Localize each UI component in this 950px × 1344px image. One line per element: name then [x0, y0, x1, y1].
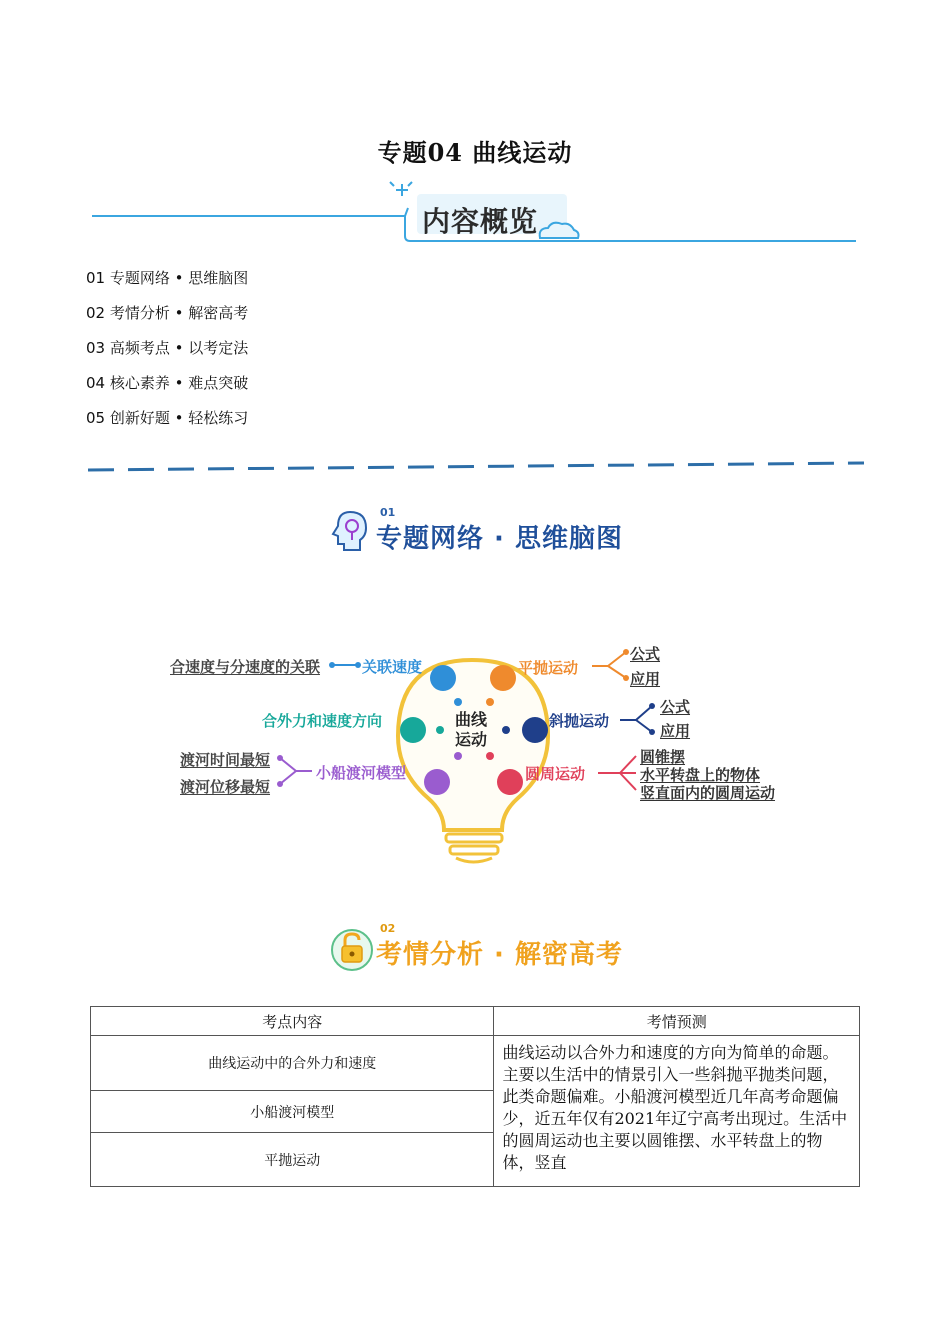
leaf-projectile-formula: 公式 — [630, 645, 661, 663]
node-oblique — [522, 717, 548, 743]
toc-item-3[interactable]: 03 高频考点 • 以考定法 — [86, 339, 249, 357]
section2-number: 02 — [380, 922, 396, 935]
section1-heading: 专题网络 · 思维脑图 — [376, 524, 623, 554]
branch-oblique: 斜抛运动 — [549, 712, 610, 730]
node-force-velocity — [400, 717, 426, 743]
header-content: 考点内容 — [91, 1007, 494, 1036]
table-cell: 曲线运动中的合外力和速度 — [91, 1036, 494, 1091]
leaf-boat-displacement: 渡河位移最短 — [180, 778, 271, 796]
section1-number: 01 — [380, 506, 396, 519]
branch-force-velocity: 合外力和速度方向 — [262, 712, 383, 730]
table-header-row — [91, 1007, 860, 1036]
leaf-vertical-circle: 竖直面内的圆周运动 — [640, 784, 776, 802]
page-title: 专题04 曲线运动 — [377, 138, 573, 167]
node-projectile — [490, 665, 516, 691]
mindmap-center: 曲线 运动 — [455, 710, 488, 749]
branch-circular: 圆周运动 — [525, 765, 586, 783]
leaf-projectile-application: 应用 — [630, 670, 661, 688]
table-cell: 平抛运动 — [91, 1133, 494, 1187]
node-boat — [424, 769, 450, 795]
toc-item-5[interactable]: 05 创新好题 • 轻松练习 — [86, 409, 249, 427]
dashed-divider — [86, 460, 868, 474]
toc-item-2[interactable]: 02 考情分析 • 解密高考 — [86, 304, 249, 322]
sparkle-icon — [390, 182, 412, 196]
padlock-icon — [330, 926, 374, 972]
overview-heading: 内容概览 — [422, 205, 539, 238]
leaf-oblique-formula: 公式 — [660, 698, 691, 716]
leaf-conical-pendulum: 圆锥摆 — [640, 748, 686, 766]
toc-item-4[interactable]: 04 核心素养 • 难点突破 — [86, 374, 249, 392]
brain-head-icon — [328, 508, 372, 554]
toc-item-1[interactable]: 01 专题网络 • 思维脑图 — [86, 269, 249, 287]
branch-related-speed: 关联速度 — [362, 658, 423, 676]
node-related-speed — [430, 665, 456, 691]
exam-analysis-table — [90, 1006, 860, 1187]
leaf-related-speed: 合速度与分速度的关联 — [170, 658, 321, 676]
leaf-oblique-application: 应用 — [660, 722, 691, 740]
branch-projectile: 平抛运动 — [518, 659, 579, 677]
leaf-turntable-object: 水平转盘上的物体 — [640, 766, 761, 784]
section2-heading: 考情分析 · 解密高考 — [376, 940, 623, 970]
header-prediction: 考情预测 — [494, 1007, 860, 1036]
table-row — [91, 1036, 860, 1091]
branch-boat: 小船渡河模型 — [316, 764, 407, 782]
leaf-boat-time: 渡河时间最短 — [180, 751, 271, 769]
table-cell: 小船渡河模型 — [91, 1091, 494, 1133]
node-circular — [497, 769, 523, 795]
prediction-cell: 曲线运动以合外力和速度的方向为简单的命题。主要以生活中的情景引入一些斜抛平抛类问题，此类命题偏难。小船渡河模型近几年高考命题偏少，近五年仅有2021年辽宁高考出现过。生活中的圆周运动也主要以圆锥摆、水平转盘上的物体，竖直 — [494, 1036, 860, 1187]
